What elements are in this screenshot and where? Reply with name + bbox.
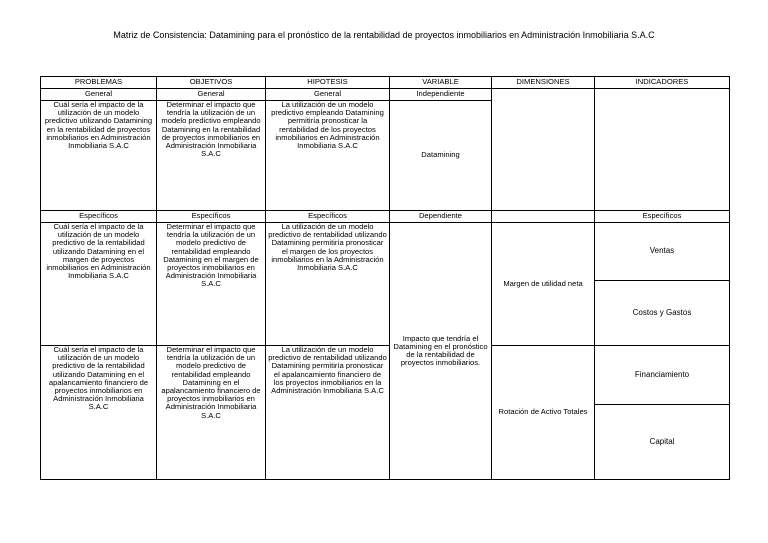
dimension-rotacion: Rotación de Activo Totales <box>492 346 595 480</box>
general-hipotesis: La utilización de un modelo predictivo empleando Datamining permitiría pronosticar la rentabilidad de los proyectos inmobiliarios en Administración Inmobiliaria S.A.C <box>266 101 390 211</box>
header-row <box>41 77 730 89</box>
general-dimensiones-empty <box>492 89 595 211</box>
variable-datamining: Datamining <box>390 101 492 211</box>
especifico-objetivo-1: Determinar el impacto que tendría la utilización de un modelo predictivo de rentabilidad empleando Datamining en el margen de proyectos inmobiliarios en Administración Inmobiliaria S.A.C <box>157 223 266 346</box>
especifico-row-1a <box>41 223 730 281</box>
header-objetivos: OBJETIVOS <box>157 77 266 89</box>
especifico-hipotesis-1: La utilización de un modelo predictivo de rentabilidad utilizando Datamining permitiría pronosticar el margen de los proyectos inmobiliarios en la Administración Inmobiliaria S.A.C <box>266 223 390 346</box>
especifico-problema-1: Cuál sería el impacto de la utilización de un modelo predictivo de la rentabilidad utilizando Datamining en el margen de proyectos inmobiliarios en Administración Inmobiliaria S.A.C <box>41 223 157 346</box>
indicador-costos-gastos: Costos y Gastos <box>595 281 730 346</box>
general-label-row <box>41 89 730 101</box>
especifico-row-2a <box>41 346 730 405</box>
variable-type-independiente: Independiente <box>390 89 492 101</box>
header-hipotesis: HIPOTESIS <box>266 77 390 89</box>
general-indicadores-empty <box>595 89 730 211</box>
general-label-problemas: General <box>41 89 157 101</box>
general-problema: Cuál sería el impacto de la utilización de un modelo predictivo utilizando Datamining en la rentabilidad de proyectos inmobiliarios en Administración Inmobiliaria S.A.C <box>41 101 157 211</box>
especificos-label-objetivos: Específicos <box>157 211 266 223</box>
especificos-label-problemas: Específicos <box>41 211 157 223</box>
especifico-objetivo-2: Determinar el impacto que tendría la utilización de un modelo predictivo de rentabilidad empleando Datamining en el apalancamiento financiero de proyectos inmobiliarios en Administración Inmobiliaria S.A.C <box>157 346 266 480</box>
especificos-label-row <box>41 211 730 223</box>
especificos-label-indicadores: Específicos <box>595 211 730 223</box>
header-dimensiones: DIMENSIONES <box>492 77 595 89</box>
especifico-problema-2: Cuál sería el impacto de la utilización de un modelo predictivo de la rentabilidad utilizando Datamining en el apalancamiento financiero de proyectos inmobiliarios en Administración Inmobiliaria S.A.C <box>41 346 157 480</box>
consistency-matrix-table <box>40 76 730 480</box>
general-label-objetivos: General <box>157 89 266 101</box>
indicador-financiamiento: Financiamiento <box>595 346 730 405</box>
indicador-ventas: Ventas <box>595 223 730 281</box>
especificos-label-hipotesis: Específicos <box>266 211 390 223</box>
header-variable: VARIABLE <box>390 77 492 89</box>
header-problemas: PROBLEMAS <box>41 77 157 89</box>
especificos-dimensiones-empty <box>492 211 595 223</box>
indicador-capital: Capital <box>595 405 730 480</box>
variable-dependiente: Impacto que tendría el Datamining en el pronóstico de la rentabilidad de proyectos inmobiliarios. <box>390 223 492 480</box>
general-label-hipotesis: General <box>266 89 390 101</box>
header-indicadores: INDICADORES <box>595 77 730 89</box>
dimension-margen: Margen de utilidad neta <box>492 223 595 346</box>
especifico-hipotesis-2: La utilización de un modelo predictivo de rentabilidad utilizando Datamining permitiría pronosticar el apalancamiento financiero de los proyectos inmobiliarios en la Administración Inmobiliaria S.A.C <box>266 346 390 480</box>
document-title: Matriz de Consistencia: Datamining para el pronóstico de la rentabilidad de proyectos inmobiliarios en Administración Inmobiliaria S.A.C <box>113 30 655 40</box>
variable-type-dependiente: Dependiente <box>390 211 492 223</box>
general-objetivo: Determinar el impacto que tendría la utilización de un modelo predictivo empleando Datamining en la rentabilidad de proyectos inmobiliarios en Administración Inmobiliaria S.A.C <box>157 101 266 211</box>
